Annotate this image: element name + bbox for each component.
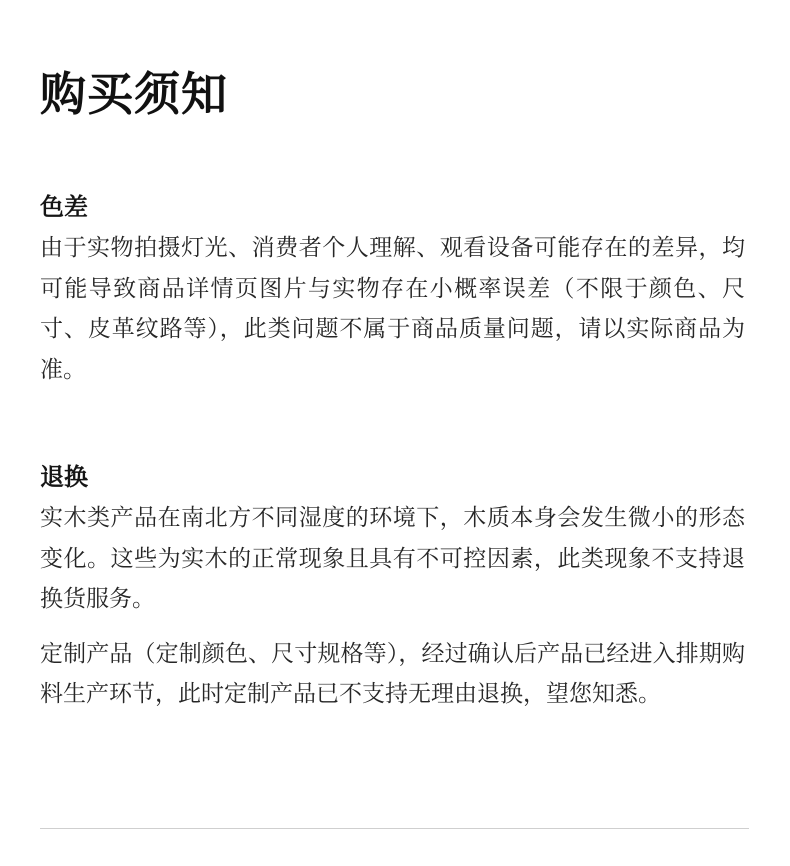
color-difference-paragraph: 由于实物拍摄灯光、消费者个人理解、观看设备可能存在的差异，均可能导致商品详情页图片与实物存在小概率误差（不限于颜色、尺寸、皮革纹路等），此类问题不属于商品质量问题，请以实际商品为准。 [40, 235, 745, 383]
bottom-divider [40, 828, 749, 829]
purchase-notice-page [40, 0, 750, 866]
custom-product-paragraph: 定制产品（定制颜色、尺寸规格等），经过确认后产品已经进入排期购料生产环节，此时定制产品已不支持无理由退换，望您知悉。 [40, 640, 745, 707]
section-heading-color-difference: 色差 [40, 193, 88, 221]
solid-wood-paragraph: 实木类产品在南北方不同湿度的环境下，木质本身会发生微小的形态变化。这些为实木的正常现象且具有不可控因素，此类现象不支持退换货服务。 [40, 505, 745, 612]
color-difference-section [40, 190, 745, 390]
section-heading-return-exchange: 退换 [40, 463, 88, 491]
page-title: 购买须知 [40, 67, 228, 121]
return-exchange-section [40, 460, 745, 715]
